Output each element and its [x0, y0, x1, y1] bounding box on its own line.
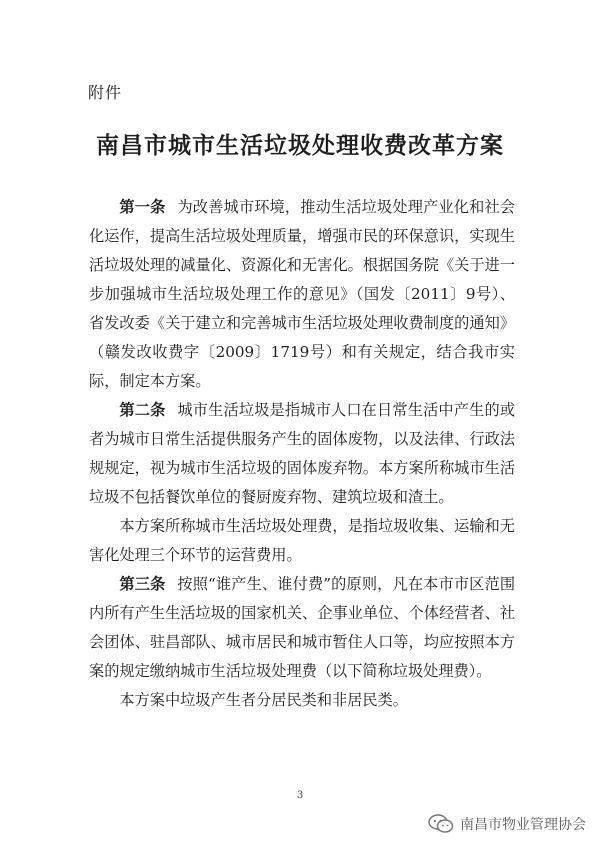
paragraph-text: 本方案所称城市生活垃圾处理费，是指垃圾收集、运输和无害化处理三个环节的运营费用。 [89, 517, 515, 564]
document-title: 南昌市城市生活垃圾处理收费改革方案 [96, 132, 504, 159]
watermark-text: 南昌市物业管理协会 [460, 817, 586, 833]
paragraph-fee-definition [89, 512, 515, 570]
article-label: 第一条 [119, 198, 166, 216]
paragraph-text: 为改善城市环境，推动生活垃圾处理产业化和社会化运作，提高生活垃圾处理质量，增强市民的环保意识，实现生活垃圾处理的减量化、资源化和无害化。根据国务院《关于进一步加强城市生活垃圾处理工作的意见》（国发〔2011〕9号）、省发改委《关于建立和完善城市生活垃圾处理收费制度的通知》（赣发改收费字〔2009〕1719号）和有关规定，结合我市实际，制定本方案。 [89, 198, 516, 390]
attachment-label: 附件 [88, 83, 123, 102]
paragraph-text: 本方案中垃圾产生者分居民类和非居民类。 [119, 691, 408, 709]
article-label: 第二条 [119, 401, 166, 419]
paragraph-producer-types [89, 686, 515, 715]
paragraph-article-1 [89, 193, 515, 396]
watermark [428, 814, 586, 834]
article-label: 第三条 [119, 575, 166, 593]
paragraph-text: 城市生活垃圾是指城市人口在日常生活中产生的或者为城市日常生活提供服务产生的固体废物，以及法律、行政法规规定，视为城市生活垃圾的固体废弃物。本方案所称城市生活垃圾不包括餐饮单位的餐厨废弃物、建筑垃圾和渣土。 [89, 401, 516, 506]
paragraph-article-2 [89, 396, 515, 512]
paragraph-article-3 [89, 570, 515, 686]
document-body [89, 193, 515, 715]
page-number: 3 [296, 790, 304, 801]
wechat-icon [428, 814, 454, 834]
paragraph-text: 按照“谁产生、谁付费”的原则，凡在本市市区范围内所有产生生活垃圾的国家机关、企事业单位、个体经营者、社会团体、驻昌部队、城市居民和城市暂住人口等，均应按照本方案的规定缴纳城市生活垃圾处理费（以下简称垃圾处理费）。 [89, 575, 516, 680]
